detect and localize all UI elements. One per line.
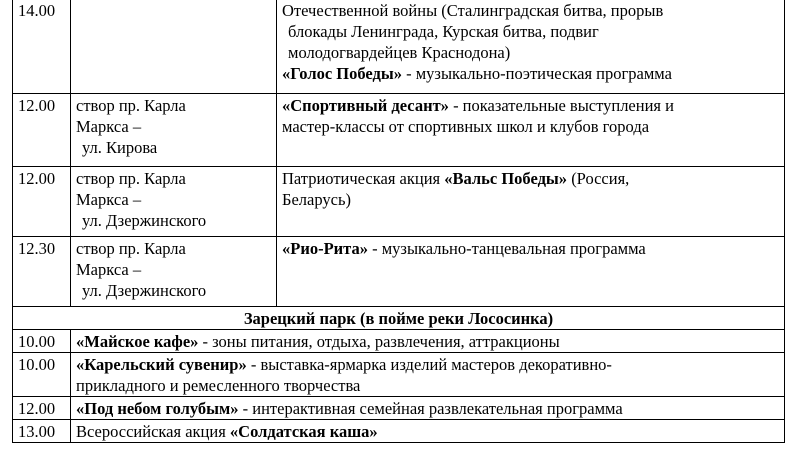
event-prefix: Патриотическая акция <box>282 169 445 188</box>
table-row <box>13 353 785 397</box>
table-row <box>13 397 785 420</box>
time-cell <box>13 420 71 443</box>
schedule-table <box>12 0 785 443</box>
event-title: «Рио-Рита» <box>282 239 368 258</box>
place-line: ул. Кирова <box>82 138 158 157</box>
event-description: - музыкально-поэтическая программа <box>402 64 672 83</box>
event-text-line: молодогвардейцев Краснодона) <box>288 43 511 62</box>
place-line: ул. Дзержинского <box>82 281 207 300</box>
time-cell <box>13 330 71 353</box>
time-cell <box>13 397 71 420</box>
event-cell <box>277 237 785 307</box>
table-row <box>13 330 785 353</box>
section-header-row <box>13 307 785 330</box>
time-cell <box>13 353 71 397</box>
event-title: «Карельский сувенир» <box>76 355 247 374</box>
place-cell <box>71 167 277 237</box>
event-title: «Майское кафе» <box>76 332 199 351</box>
event-cell <box>277 167 785 237</box>
event-title: «Вальс Победы» <box>444 169 568 188</box>
place-line: Маркса – <box>76 190 142 209</box>
event-text-line: блокады Ленинграда, Курская битва, подвиг <box>288 22 599 41</box>
event-title: «Под небом голубым» <box>76 399 239 418</box>
event-cell <box>277 94 785 167</box>
table-row <box>13 94 785 167</box>
event-description: - музыкально-танцевальная программа <box>367 239 646 258</box>
section-title: Зарецкий парк (в пойме реки Лососинка) <box>243 309 554 328</box>
event-description: - зоны питания, отдыха, развлечения, аттракционы <box>198 332 560 351</box>
event-description: Беларусь) <box>282 190 351 209</box>
place-line: створ пр. Карла <box>76 96 186 115</box>
time-cell <box>13 0 71 94</box>
time-cell <box>13 167 71 237</box>
event-cell <box>277 0 785 94</box>
event-cell <box>71 330 785 353</box>
time-cell <box>13 94 71 167</box>
time-text: 12.00 <box>18 169 56 188</box>
place-line: створ пр. Карла <box>76 239 186 258</box>
event-text-line: Отечественной войны (Сталинградская битва, прорыв <box>282 1 664 20</box>
event-description: прикладного и ремесленного творчества <box>76 376 361 395</box>
table-row <box>13 167 785 237</box>
event-description: - выставка-ярмарка изделий мастеров декоративно- <box>246 355 612 374</box>
event-cell <box>71 420 785 443</box>
event-title: «Солдатская каша» <box>229 422 378 441</box>
event-title: «Голос Победы» <box>282 64 402 83</box>
place-cell <box>71 0 277 94</box>
place-line: Маркса – <box>76 117 142 136</box>
time-cell <box>13 237 71 307</box>
time-text: 10.00 <box>18 355 56 374</box>
time-text: 14.00 <box>18 1 56 20</box>
place-cell <box>71 237 277 307</box>
table-row <box>13 420 785 443</box>
place-cell <box>71 94 277 167</box>
event-description: мастер-классы от спортивных школ и клубов города <box>282 117 650 136</box>
event-cell <box>71 353 785 397</box>
time-text: 12.00 <box>18 399 56 418</box>
event-title: «Спортивный десант» <box>282 96 449 115</box>
time-text: 12.30 <box>18 239 56 258</box>
time-text: 12.00 <box>18 96 56 115</box>
place-line: Маркса – <box>76 260 142 279</box>
place-line: ул. Дзержинского <box>82 211 207 230</box>
section-header-cell <box>13 307 785 330</box>
table-row <box>13 237 785 307</box>
time-text: 10.00 <box>18 332 56 351</box>
event-description: - интерактивная семейная развлекательная программа <box>238 399 623 418</box>
time-text: 13.00 <box>18 422 56 441</box>
event-description: (Россия, <box>567 169 630 188</box>
event-prefix: Всероссийская акция <box>76 422 230 441</box>
table-row <box>13 0 785 94</box>
event-description: - показательные выступления и <box>448 96 674 115</box>
place-line: створ пр. Карла <box>76 169 186 188</box>
event-cell <box>71 397 785 420</box>
